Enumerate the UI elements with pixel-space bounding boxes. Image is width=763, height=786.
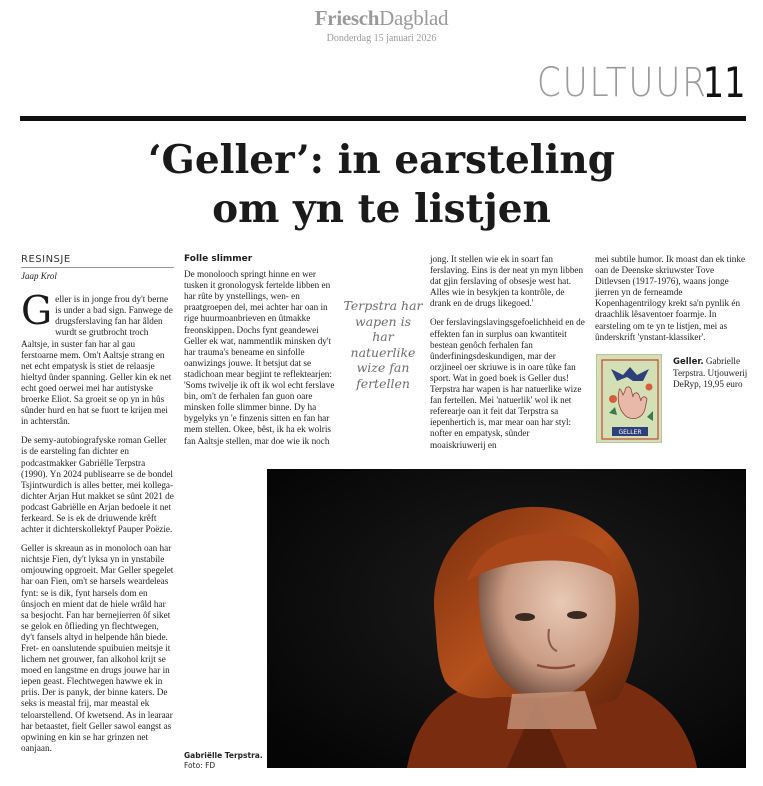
section-rule <box>20 116 746 121</box>
paragraph: mei subtile humor. Ik moast dan ek tinke oan de Deenske skriuwster Tove Ditlevsen (1917-1976), waans jonge jierren yn de ferneamde Kopenhagentrilogy krekt sa'n pynlik én draachlik lêsaventoer foarmje. In earsteling om te yn te listjen, mei as ûnderskrift 'ynstant-klassiker'. <box>595 254 746 342</box>
headline-line-1: ‘Geller’: in earsteling <box>147 137 616 183</box>
caption-credit: Foto: FD <box>184 760 216 770</box>
paragraph: jong. It stellen wie ek in soart fan ferslaving. Eins is der neat yn myn libben dat gjin ferslaving of obsesje west hat. Alles wie in besykjen ta kontrôle, de drank en de drugs likegoed.' <box>430 254 584 309</box>
subheading: Folle slimmer <box>184 254 253 264</box>
drop-cap: G <box>21 289 53 335</box>
paragraph: Geller is skreaun as in monoloch oan har nichtsje Fien, dy't lyksa yn in ynstabile omjouwing opgroeit. Mar Geller spegelet har oan Fien, om't se harsels weardeleas fynt: se is dik, fynt harsels dom en ûnsjoch en mient dat de hiele wrâld har sa besjocht. Fan har bernejierren ôf siket se gelok en ôflieding yn flechtwegen, dy't fansels altyd in helpende hân biede. Fret- en oanslutende spuibuien meitsje it lichem net grouwer, fan alkohol krijt se moed en langstme en drugs jouwe har in iepen geast. Flechtwegen hawwe ek in priis. Der is panyk, der binne katers. De seks is meastal frij, mar meastal ek teloarstellend. Of kwetsend. As in learaar har betaastet, fielt Geller sawol eangst as opwining en kin se har grinzen net oanjaan. <box>21 543 174 753</box>
caption-name: Gabriëlle Terpstra. <box>184 751 263 760</box>
headline-line-2: om yn te listjen <box>212 186 551 232</box>
book-cover-title: GELLER <box>618 429 642 436</box>
author-photo <box>267 469 746 768</box>
intro-paragraph: Geller is in jonge frou dy't berne is under a bad sign. Fanwege de drugsferslaving fan har âlden wurdt se grutbrocht troch Aaltsje, in suster fan har al gau ferstoarne mem. Om't Aaltsje strang en net echt empatysk is stiet de relaasje hieltyd ûnder spanning. Geller kin ek net echt goed oerwei mei har autistyske broerke Eliot. Sa groeit se op yn in hûs sûnder hurd en hat se fuort te krijen mei in achterstân. <box>21 289 173 427</box>
column-4 <box>595 254 748 343</box>
issue-date: Donderdag 15 januari 2026 <box>326 33 437 44</box>
paragraph: De monolooch springt hinne en wer tusken it gronologysk fertelde libben en har rûte by ynstellings, wen- en praatgroepen del, mei achter har oan in rige huurmoanbrieven en ûtmakke freonskippen. Dochs fynt geandewei Geller ek wat, nammentlik minsken dy't har trauma's beneame en sinfolle oanwizings jouwe. It betsjut dat se stadichoan mear begjint te reflektearjen: 'Soms twivelje ik oft ik wol echt ferslave bin, om't de ferhalen fan guon oare minsken folle slimmer binne. Dy ha bygelyks yn 'e finzenis sitten en fan har mem stellen. Okee, bêst, ik ha ek wolris fan Aaltsje stellen, mar doe wie ik noch <box>184 269 335 446</box>
pull-quote: Terpstra har wapen is har natuerlike wize fan fertellen <box>343 298 423 391</box>
page-number: 11 <box>702 58 745 107</box>
byline: Jaap Krol <box>21 271 57 282</box>
book-details <box>673 356 748 390</box>
column-1 <box>21 254 174 754</box>
section-name: CULTUUR <box>537 60 708 106</box>
column-3 <box>430 254 585 451</box>
photo-caption <box>184 751 264 770</box>
newspaper-logo: FrieschDagblad <box>314 6 449 30</box>
masthead <box>0 6 763 44</box>
book-cover-image <box>596 354 662 443</box>
book-meta: Gabrielle Terpstra. Utjouwerij DeRyp, 19,95 euro <box>673 356 748 389</box>
paragraph: Oer ferslavingslavingsgefoelichheid en de effekten fan in surplus oan kwantiteit bestean genôch ferhalen fan ûnderfiningsdeskundigen, mar der orzjineel oer skriuwe is in oare tûke fan sport. Wat in goed boek is Geller dus! Terpstra har wapen is har natuerlike wize fan fertellen. Mei 'natuerlik' wol ik net referearje oan it feit dat Terpstra sa iepenhertich is, mar mear oan har styl: nofter en empatysk, sûnder moaiskriuwerij en <box>430 317 585 450</box>
book-cover-illustration <box>597 355 662 443</box>
column-2 <box>184 254 336 447</box>
book-title: Geller. <box>673 357 704 367</box>
author-portrait <box>267 469 746 768</box>
kicker: RESINSJE <box>21 254 174 268</box>
headline <box>40 136 723 234</box>
paragraph: De semy-autobiografyske roman Geller is de earsteling fan dichter en podcastmakker Gabriëlle Terpstra (1990). Yn 2024 publisearre se de bondel Tsjintwurdich is alles better, mei kollega-dichter Arjan Hut makket se sûnt 2021 de podcast Gabriëlle en Arjan bedoele it net ferkeard. Se is ek de driuwende krêft achter it dichterskollektyf Pauper Poëzie. <box>21 435 174 535</box>
